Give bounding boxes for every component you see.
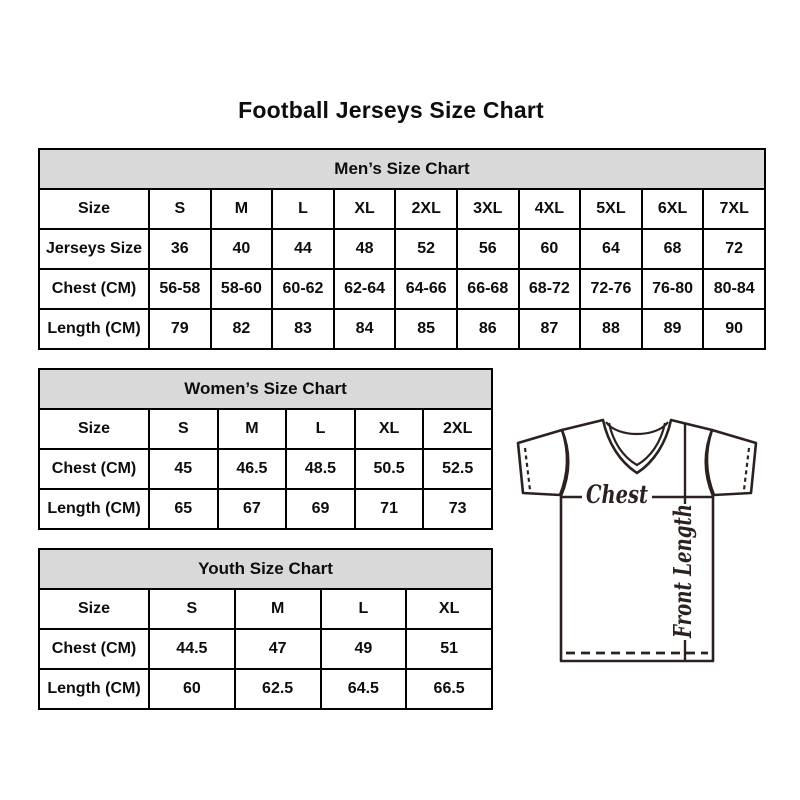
size-value-cell: 68-72 [519,269,581,309]
size-value-cell: L [286,409,355,449]
size-value-cell: 44 [272,229,334,269]
table-row [39,589,492,629]
size-value-cell: 67 [218,489,287,529]
size-value-cell: 3XL [457,189,519,229]
size-value-cell: 64-66 [395,269,457,309]
size-value-cell: 85 [395,309,457,349]
size-value-cell: XL [406,589,492,629]
size-value-cell: 66.5 [406,669,492,709]
size-value-cell: 7XL [703,189,765,229]
size-value-cell: 40 [211,229,273,269]
size-value-cell: 87 [519,309,581,349]
size-value-cell: 71 [355,489,424,529]
size-value-cell: 62-64 [334,269,396,309]
size-value-cell: 66-68 [457,269,519,309]
size-value-cell: 82 [211,309,273,349]
size-value-cell: S [149,189,211,229]
table-row [39,409,492,449]
table-row [39,489,492,529]
size-value-cell: 56 [457,229,519,269]
size-value-cell: 2XL [395,189,457,229]
size-value-cell: L [321,589,407,629]
row-label: Chest (CM) [39,629,149,669]
size-value-cell: L [272,189,334,229]
table-header: Men’s Size Chart [39,149,765,189]
table-header: Youth Size Chart [39,549,492,589]
chest-label: Chest [586,480,649,509]
row-label: Size [39,589,149,629]
size-value-cell: M [211,189,273,229]
size-value-cell: 89 [642,309,704,349]
size-value-cell: M [235,589,321,629]
size-value-cell: 52 [395,229,457,269]
row-label: Length (CM) [39,489,149,529]
jersey-right-sleeve [707,430,756,495]
row-label: Length (CM) [39,669,149,709]
size-value-cell: 86 [457,309,519,349]
table-row [39,229,765,269]
mens-size-table [38,148,766,348]
size-value-cell: 62.5 [235,669,321,709]
size-value-cell: M [218,409,287,449]
jersey-measurement-diagram [505,403,765,673]
size-value-cell: S [149,589,235,629]
size-value-cell: 4XL [519,189,581,229]
size-value-cell: 47 [235,629,321,669]
row-label: Chest (CM) [39,269,149,309]
size-value-cell: 90 [703,309,765,349]
table-row [39,669,492,709]
size-value-cell: 46.5 [218,449,287,489]
collar-back-line [606,422,668,434]
size-value-cell: 60 [149,669,235,709]
size-value-cell: 83 [272,309,334,349]
page-title: Football Jerseys Size Chart [238,97,544,123]
size-value-cell: 36 [149,229,211,269]
size-value-cell: 79 [149,309,211,349]
size-value-cell: 56-58 [149,269,211,309]
size-value-cell: 50.5 [355,449,424,489]
size-value-cell: 69 [286,489,355,529]
size-value-cell: XL [334,189,396,229]
size-value-cell: 88 [580,309,642,349]
size-value-cell: 60 [519,229,581,269]
size-value-cell: 84 [334,309,396,349]
size-value-cell: 72-76 [580,269,642,309]
row-label: Jerseys Size [39,229,149,269]
size-value-cell: 58-60 [211,269,273,309]
table-row [39,189,765,229]
table-header: Women’s Size Chart [39,369,492,409]
size-value-cell: 49 [321,629,407,669]
size-value-cell: 68 [642,229,704,269]
table-row [39,309,765,349]
size-value-cell: 72 [703,229,765,269]
size-value-cell: 60-62 [272,269,334,309]
size-value-cell: S [149,409,218,449]
size-value-cell: 52.5 [423,449,492,489]
youth-size-table [38,548,493,708]
size-value-cell: XL [355,409,424,449]
size-value-cell: 64.5 [321,669,407,709]
row-label: Size [39,409,149,449]
row-label: Size [39,189,149,229]
size-value-cell: 73 [423,489,492,529]
size-value-cell: 2XL [423,409,492,449]
size-value-cell: 76-80 [642,269,704,309]
size-value-cell: 51 [406,629,492,669]
row-label: Chest (CM) [39,449,149,489]
womens-size-table [38,368,493,528]
size-value-cell: 64 [580,229,642,269]
size-value-cell: 80-84 [703,269,765,309]
size-value-cell: 48.5 [286,449,355,489]
size-value-cell: 5XL [580,189,642,229]
table-row [39,449,492,489]
size-value-cell: 65 [149,489,218,529]
size-value-cell: 6XL [642,189,704,229]
size-value-cell: 44.5 [149,629,235,669]
jersey-left-sleeve [518,430,567,495]
table-row [39,629,492,669]
size-value-cell: 45 [149,449,218,489]
front-length-label: Front Length [668,460,697,638]
row-label: Length (CM) [39,309,149,349]
table-row [39,269,765,309]
size-value-cell: 48 [334,229,396,269]
